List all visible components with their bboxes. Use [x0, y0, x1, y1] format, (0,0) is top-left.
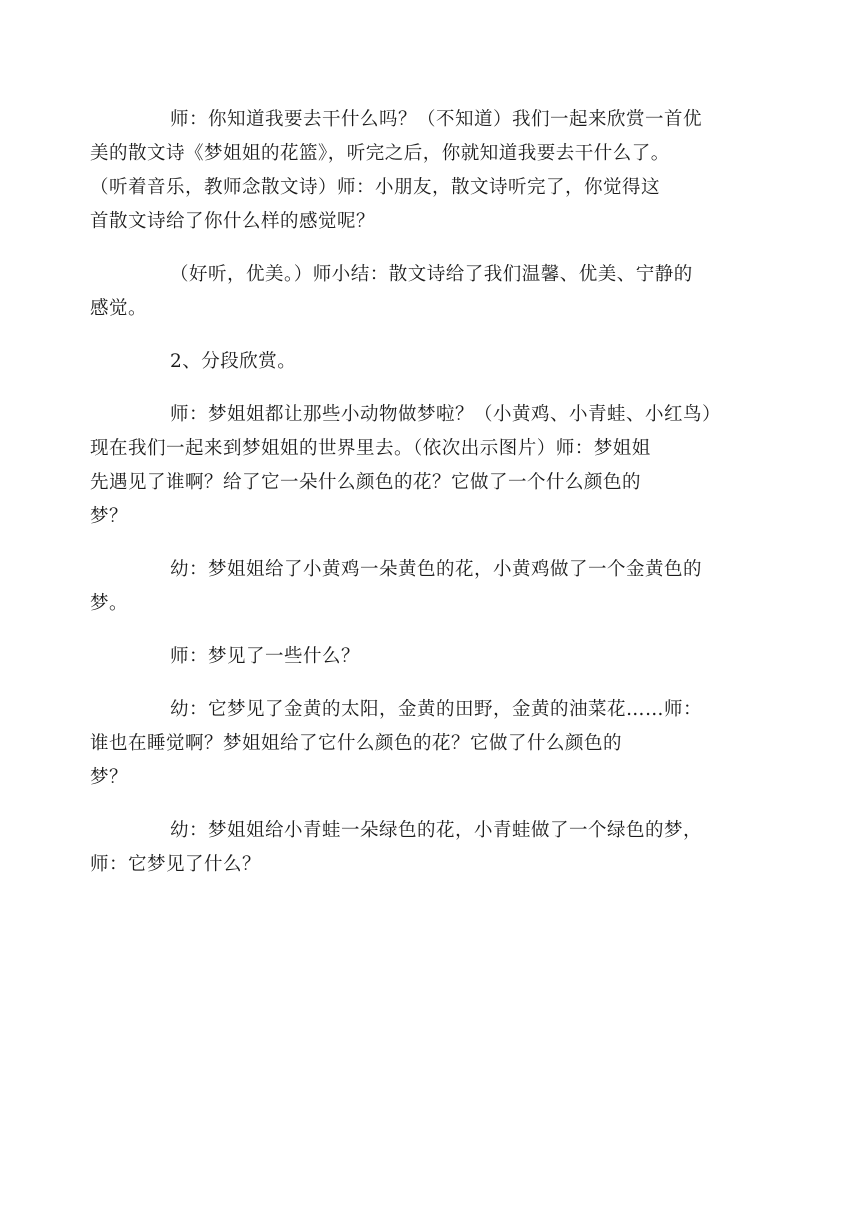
text-line: 美的散文诗《梦姐姐的花篮》，听完之后，你就知道我要去干什么了。: [90, 143, 670, 164]
text-line: 现在我们一起来到梦姐姐的世界里去。（依次出示图片）师：梦姐姐: [90, 438, 651, 459]
text-line: 师：它梦见了什么？: [90, 854, 262, 875]
text-line: 幼：梦姐姐给小青蛙一朵绿色的花，小青蛙做了一个绿色的梦，: [170, 820, 703, 841]
text-line: 首散文诗给了你什么样的感觉呢？: [90, 211, 376, 232]
text-line: 师：梦见了一些什么？: [170, 646, 361, 667]
paragraph-7: [90, 693, 730, 795]
text-line: 幼：梦姐姐给了小黄鸡一朵黄色的花，小黄鸡做了一个金黄色的: [170, 559, 703, 580]
text-line: 梦？: [90, 767, 129, 788]
text-line: 梦？: [90, 506, 129, 527]
text-line: 幼：它梦见了金黄的太阳，金黄的田野，金黄的油菜花……师：: [170, 699, 703, 720]
text-line: 感觉。: [90, 298, 148, 319]
paragraph-6: [130, 640, 730, 674]
text-line: 谁也在睡觉啊？梦姐姐给了它什么颜色的花？它做了什么颜色的: [90, 733, 623, 754]
paragraph-8: [90, 814, 730, 882]
text-line: 师：梦姐姐都让那些小动物做梦啦？（小黄鸡、小青蛙、小红鸟）: [170, 404, 722, 425]
paragraph-3: [130, 345, 730, 379]
text-line: 师：你知道我要去干什么吗？（不知道）我们一起来欣赏一首优: [170, 109, 703, 130]
section-heading: 2、分段欣赏。: [170, 351, 297, 372]
text-line: 先遇见了谁啊？给了它一朵什么颜色的花？它做了一个什么颜色的: [90, 472, 642, 493]
text-line: 梦。: [90, 593, 129, 614]
paragraph-4: [90, 398, 730, 534]
document-body: [90, 103, 730, 901]
paragraph-5: [90, 553, 730, 621]
paragraph-1: [90, 103, 730, 239]
text-line: （好听，优美。）师小结：散文诗给了我们温馨、优美、宁静的: [170, 264, 693, 285]
text-line: （听着音乐，教师念散文诗）师：小朋友，散文诗听完了，你觉得这: [90, 177, 661, 198]
paragraph-2: [90, 258, 730, 326]
